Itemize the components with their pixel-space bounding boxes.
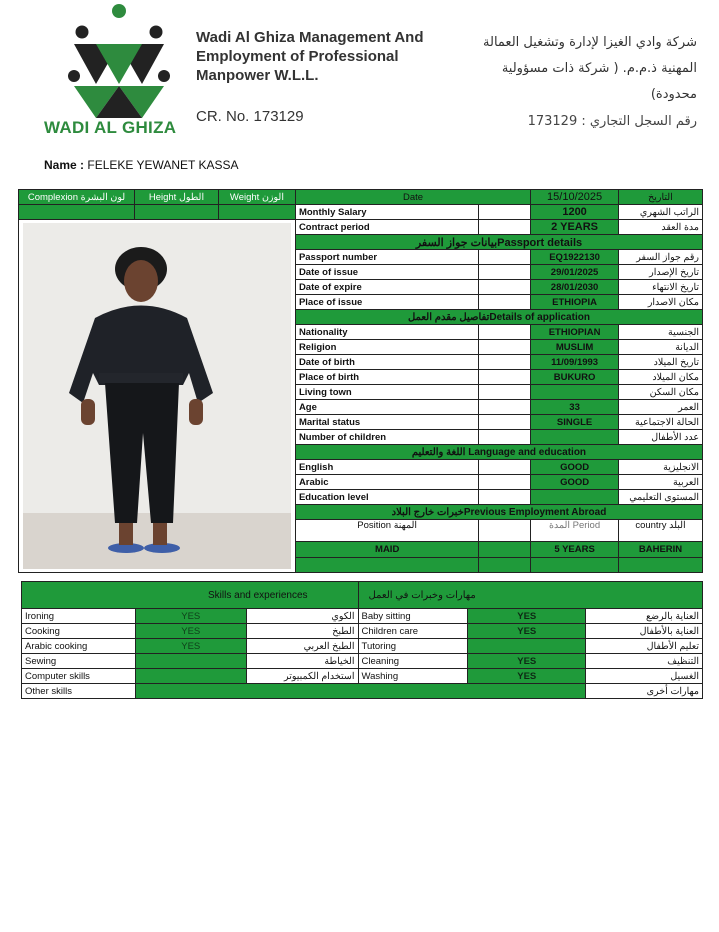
- skills-header-ar: مهارات وخبرات في العمل: [358, 582, 702, 609]
- age-label: Age: [295, 400, 478, 415]
- nationality-label: Nationality: [295, 325, 478, 340]
- english-label: English: [295, 460, 478, 475]
- skill-washing-label: Washing: [358, 669, 468, 684]
- skill-tutoring-ar: تعليم الأطفال: [586, 639, 703, 654]
- cr-number-en: CR. No. 173129: [196, 108, 304, 125]
- skill-cooking-ar: الطبخ: [246, 624, 358, 639]
- previous-employment-header: خبرات خارج البلادPrevious Employment Abroad: [295, 505, 702, 520]
- complexion-value: [19, 205, 135, 220]
- living-town-value: [531, 385, 619, 400]
- date-of-expire-label: Date of expire: [295, 280, 478, 295]
- contract-period-ar: مدة العقد: [619, 220, 703, 235]
- other-skills-label: Other skills: [22, 684, 136, 699]
- place-of-issue-value: ETHIOPIA: [531, 295, 619, 310]
- education-level-label: Education level: [295, 490, 478, 505]
- skill-sewing-value: [135, 654, 246, 669]
- date-of-birth-ar: تاريخ الميلاد: [619, 355, 703, 370]
- skill-computer-ar: استخدام الكمبيوتر: [246, 669, 358, 684]
- date-of-issue-label: Date of issue: [295, 265, 478, 280]
- arabic-label: Arabic: [295, 475, 478, 490]
- spacer-cell: [479, 400, 531, 415]
- logo-wordmark: WADI AL GHIZA: [44, 118, 177, 137]
- place-of-birth-ar: مكان الميلاد: [619, 370, 703, 385]
- passport-number-label: Passport number: [295, 250, 478, 265]
- spacer-cell: [479, 250, 531, 265]
- living-town-label: Living town: [295, 385, 478, 400]
- place-of-issue-ar: مكان الاصدار: [619, 295, 703, 310]
- spacer-cell: [479, 295, 531, 310]
- spacer-cell: [479, 280, 531, 295]
- marital-status-ar: الحالة الاجتماعية: [619, 415, 703, 430]
- height-header: Height الطول: [134, 190, 218, 205]
- skill-washing-ar: الغسيل: [586, 669, 703, 684]
- date-of-expire-value: 28/01/2030: [531, 280, 619, 295]
- monthly-salary-ar: الراتب الشهري: [619, 205, 703, 220]
- candidate-photo: [23, 223, 291, 569]
- number-of-children-label: Number of children: [295, 430, 478, 445]
- skill-baby-sitting-ar: العناية بالرضع: [586, 609, 703, 624]
- prev-period-header: المدة Period: [531, 520, 619, 542]
- skill-ironing-value: YES: [135, 609, 246, 624]
- skill-sewing-label: Sewing: [22, 654, 136, 669]
- age-ar: العمر: [619, 400, 703, 415]
- education-level-ar: المستوى التعليمي: [619, 490, 703, 505]
- skill-cooking-label: Cooking: [22, 624, 136, 639]
- monthly-salary-label: Monthly Salary: [295, 205, 478, 220]
- date-of-issue-value: 29/01/2025: [531, 265, 619, 280]
- candidate-name: Name : FELEKE YEWANET KASSA: [44, 158, 239, 172]
- date-of-birth-label: Date of birth: [295, 355, 478, 370]
- skill-children-care-ar: العناية بالأطفال: [586, 624, 703, 639]
- number-of-children-ar: عدد الأطفال: [619, 430, 703, 445]
- date-of-expire-ar: تاريخ الانتهاء: [619, 280, 703, 295]
- photo-cell: [19, 220, 296, 573]
- skill-baby-sitting-label: Baby sitting: [358, 609, 468, 624]
- marital-status-value: SINGLE: [531, 415, 619, 430]
- spacer-cell: [479, 542, 531, 558]
- english-ar: الانجليزية: [619, 460, 703, 475]
- company-name-en: Wadi Al Ghiza Management And Employment of Professional Manpower W.L.L.: [196, 29, 424, 84]
- age-value: 33: [531, 400, 619, 415]
- prev-position-header: Position المهنة: [295, 520, 478, 542]
- place-of-birth-value: BUKURO: [531, 370, 619, 385]
- arabic-value: GOOD: [531, 475, 619, 490]
- skill-ironing-ar: الكوي: [246, 609, 358, 624]
- company-name-ar: شركة وادي الغيزا لإدارة وتشغيل العمالة المهنية ذ.م.م. ( شركة ذات مسؤولية محدودة): [483, 35, 697, 102]
- spacer-cell: [479, 520, 531, 542]
- date-label: Date: [295, 190, 530, 205]
- cr-number-ar: رقم السجل التجاري : 173129: [527, 114, 697, 129]
- living-town-ar: مكان السكن: [619, 385, 703, 400]
- contract-period-value: 2 YEARS: [531, 220, 619, 235]
- religion-label: Religion: [295, 340, 478, 355]
- spacer-cell: [479, 558, 531, 573]
- skill-arabic-cooking-label: Arabic cooking: [22, 639, 136, 654]
- arabic-ar: العربية: [619, 475, 703, 490]
- religion-value: MUSLIM: [531, 340, 619, 355]
- skill-cleaning-value: YES: [468, 654, 586, 669]
- spacer-cell: [479, 490, 531, 505]
- spacer-cell: [295, 558, 478, 573]
- spacer-cell: [479, 385, 531, 400]
- spacer-cell: [479, 220, 531, 235]
- skills-table: [21, 581, 703, 699]
- skill-computer-label: Computer skills: [22, 669, 136, 684]
- education-level-value: [531, 490, 619, 505]
- prev-country-header: country البلد: [619, 520, 703, 542]
- skill-baby-sitting-value: YES: [468, 609, 586, 624]
- skill-arabic-cooking-value: YES: [135, 639, 246, 654]
- english-value: GOOD: [531, 460, 619, 475]
- marital-status-label: Marital status: [295, 415, 478, 430]
- skill-tutoring-label: Tutoring: [358, 639, 468, 654]
- monthly-salary-value: 1200: [531, 205, 619, 220]
- skills-header-en: Skills and experiences: [22, 582, 359, 609]
- skill-computer-value: [135, 669, 246, 684]
- spacer-cell: [479, 325, 531, 340]
- skill-sewing-ar: الخياطة: [246, 654, 358, 669]
- spacer-cell: [619, 558, 703, 573]
- place-of-issue-label: Place of issue: [295, 295, 478, 310]
- spacer-cell: [479, 415, 531, 430]
- skill-cleaning-ar: التنظيف: [586, 654, 703, 669]
- skill-cleaning-label: Cleaning: [358, 654, 468, 669]
- skill-arabic-cooking-ar: الطبخ العربي: [246, 639, 358, 654]
- weight-value: [218, 205, 295, 220]
- passport-section-header: بيانات جواز السفرPassport details: [295, 235, 702, 250]
- weight-header: Weight الوزن: [218, 190, 295, 205]
- prev-position-value: MAID: [295, 542, 478, 558]
- nationality-value: ETHIOPIAN: [531, 325, 619, 340]
- language-section-header: اللغة والتعليم Language and education: [295, 445, 702, 460]
- skill-children-care-value: YES: [468, 624, 586, 639]
- date-value: 15/10/2025: [531, 190, 619, 205]
- contract-period-label: Contract period: [295, 220, 478, 235]
- skill-ironing-label: Ironing: [22, 609, 136, 624]
- spacer-cell: [479, 340, 531, 355]
- passport-number-ar: رقم جواز السفر: [619, 250, 703, 265]
- date-of-issue-ar: تاريخ الإصدار: [619, 265, 703, 280]
- skill-washing-value: YES: [468, 669, 586, 684]
- application-section-header: تفاصيل مقدم العملDetails of application: [295, 310, 702, 325]
- passport-number-value: EQ1922130: [531, 250, 619, 265]
- skill-cooking-value: YES: [135, 624, 246, 639]
- spacer-cell: [479, 205, 531, 220]
- spacer-cell: [479, 475, 531, 490]
- skill-children-care-label: Children care: [358, 624, 468, 639]
- spacer-cell: [479, 430, 531, 445]
- company-logo: [44, 2, 194, 137]
- prev-period-value: 5 YEARS: [531, 542, 619, 558]
- place-of-birth-label: Place of birth: [295, 370, 478, 385]
- height-value: [134, 205, 218, 220]
- spacer-cell: [479, 460, 531, 475]
- spacer-cell: [531, 558, 619, 573]
- number-of-children-value: [531, 430, 619, 445]
- complexion-header: Complexion لون البشرة: [19, 190, 135, 205]
- cv-table: [18, 189, 703, 573]
- other-skills-ar: مهارات أخرى: [586, 684, 703, 699]
- skill-tutoring-value: [468, 639, 586, 654]
- date-of-birth-value: 11/09/1993: [531, 355, 619, 370]
- spacer-cell: [479, 370, 531, 385]
- other-skills-value: [135, 684, 585, 699]
- nationality-ar: الجنسية: [619, 325, 703, 340]
- spacer-cell: [479, 355, 531, 370]
- religion-ar: الديانة: [619, 340, 703, 355]
- spacer-cell: [479, 265, 531, 280]
- date-ar: التاريخ: [619, 190, 703, 205]
- prev-country-value: BAHERIN: [619, 542, 703, 558]
